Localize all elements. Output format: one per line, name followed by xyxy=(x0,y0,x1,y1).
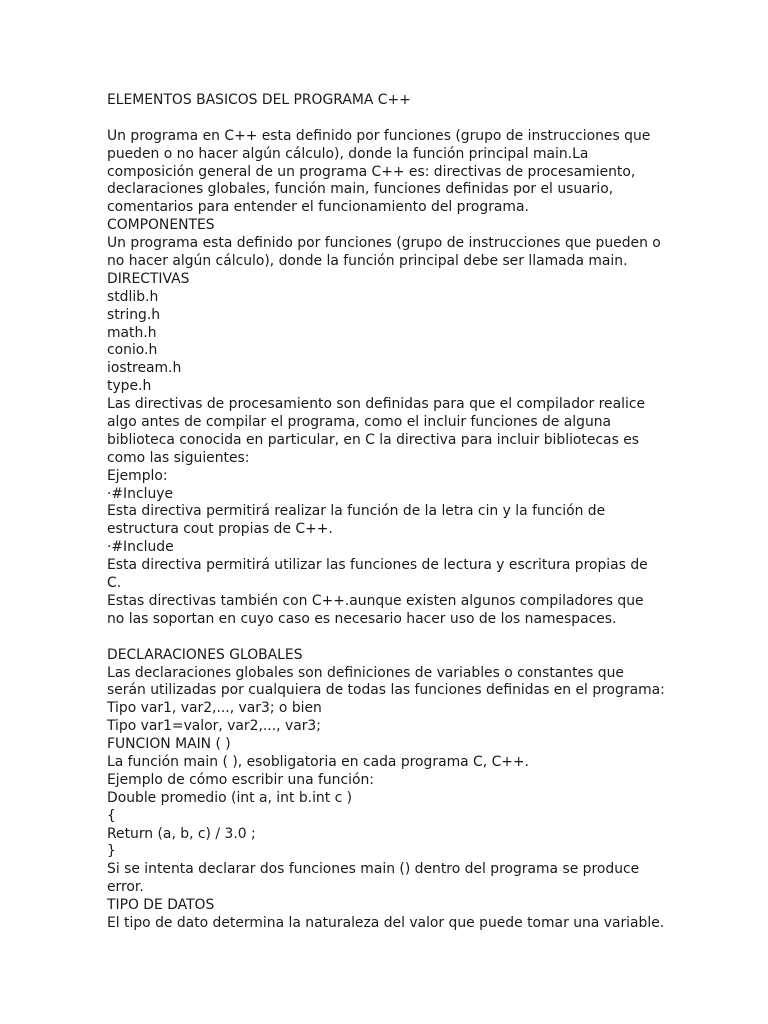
text-line: declaraciones globales, función main, funciones definidas por el usuario, xyxy=(107,181,614,198)
document-title: ELEMENTOS BASICOS DEL PROGRAMA C++ xyxy=(107,92,411,108)
text-line: La función main ( ), esobligatoria en cada programa C, C++. xyxy=(107,753,529,770)
text-line: algo antes de compilar el programa, como el incluir funciones de alguna xyxy=(107,414,612,431)
text-line: serán utilizadas por cualquiera de todas las funciones definidas en el programa: xyxy=(107,682,665,699)
section-heading-componentes: COMPONENTES xyxy=(107,217,215,234)
text-line: Esta directiva permitirá realizar la función de la letra cin y la función de xyxy=(107,503,606,520)
text-line: C. xyxy=(107,575,122,592)
text-line: Ejemplo de cómo escribir una función: xyxy=(107,771,374,788)
text-line: comentarios para entender el funcionamiento del programa. xyxy=(107,199,529,216)
document-body xyxy=(107,92,687,933)
list-item: conio.h xyxy=(107,342,158,359)
main-paragraph xyxy=(107,754,687,897)
blank-line xyxy=(107,110,687,128)
text-line: no hacer algún cálculo), donde la función principal debe ser llamada main. xyxy=(107,253,628,270)
text-line: composición general de un programa C++ es: directivas de procesamiento, xyxy=(107,163,636,180)
list-item: iostream.h xyxy=(107,360,182,377)
text-line: error. xyxy=(107,879,144,896)
directivas-list xyxy=(107,289,687,396)
list-item: string.h xyxy=(107,306,161,323)
text-line: Las declaraciones globales son definiciones de variables o constantes que xyxy=(107,664,624,681)
text-line: Ejemplo: xyxy=(107,467,168,484)
directivas-paragraph xyxy=(107,396,687,629)
list-item: math.h xyxy=(107,324,157,341)
text-line: ·#Incluye xyxy=(107,485,174,502)
componentes-paragraph xyxy=(107,235,687,271)
section-heading-globales: DECLARACIONES GLOBALES xyxy=(107,646,303,663)
tipos-paragraph xyxy=(107,915,687,933)
list-item: stdlib.h xyxy=(107,288,159,305)
text-line: estructura cout propias de C++. xyxy=(107,521,333,538)
text-line: Las directivas de procesamiento son definidas para que el compilador realice xyxy=(107,396,645,413)
text-line: Esta directiva permitirá utilizar las funciones de lectura y escritura propias de xyxy=(107,557,648,574)
code-line: Double promedio (int a, int b.int c ) xyxy=(107,789,353,806)
text-line: biblioteca conocida en particular, en C la directiva para incluir bibliotecas es xyxy=(107,431,640,448)
list-item: type.h xyxy=(107,378,152,395)
text-line: Tipo var1=valor, var2,..., var3; xyxy=(107,718,321,735)
section-heading-directivas: DIRECTIVAS xyxy=(107,270,190,287)
text-line: Si se intenta declarar dos funciones main () dentro del programa se produce xyxy=(107,861,640,878)
text-line: pueden o no hacer algún cálculo), donde la función principal main.La xyxy=(107,145,589,162)
code-line: { xyxy=(107,807,116,824)
section-heading-tipos: TIPO DE DATOS xyxy=(107,897,215,914)
text-line: no las soportan en cuyo caso es necesario hacer uso de los namespaces. xyxy=(107,610,617,627)
intro-paragraph xyxy=(107,128,687,217)
text-line: El tipo de dato determina la naturaleza del valor que puede tomar una variable. xyxy=(107,914,665,931)
text-line: Tipo var1, var2,..., var3; o bien xyxy=(107,700,322,717)
globales-paragraph xyxy=(107,665,687,737)
section-heading-main: FUNCION MAIN ( ) xyxy=(107,736,231,753)
text-line: Estas directivas también con C++.aunque existen algunos compiladores que xyxy=(107,592,644,609)
code-line: } xyxy=(107,843,116,860)
text-line: como las siguientes: xyxy=(107,449,250,466)
blank-line xyxy=(107,629,687,647)
text-line: Un programa en C++ esta definido por funciones (grupo de instrucciones que xyxy=(107,127,651,144)
text-line: Un programa esta definido por funciones (grupo de instrucciones que pueden o xyxy=(107,235,661,252)
code-line: Return (a, b, c) / 3.0 ; xyxy=(107,825,256,842)
text-line: ·#Include xyxy=(107,539,174,556)
